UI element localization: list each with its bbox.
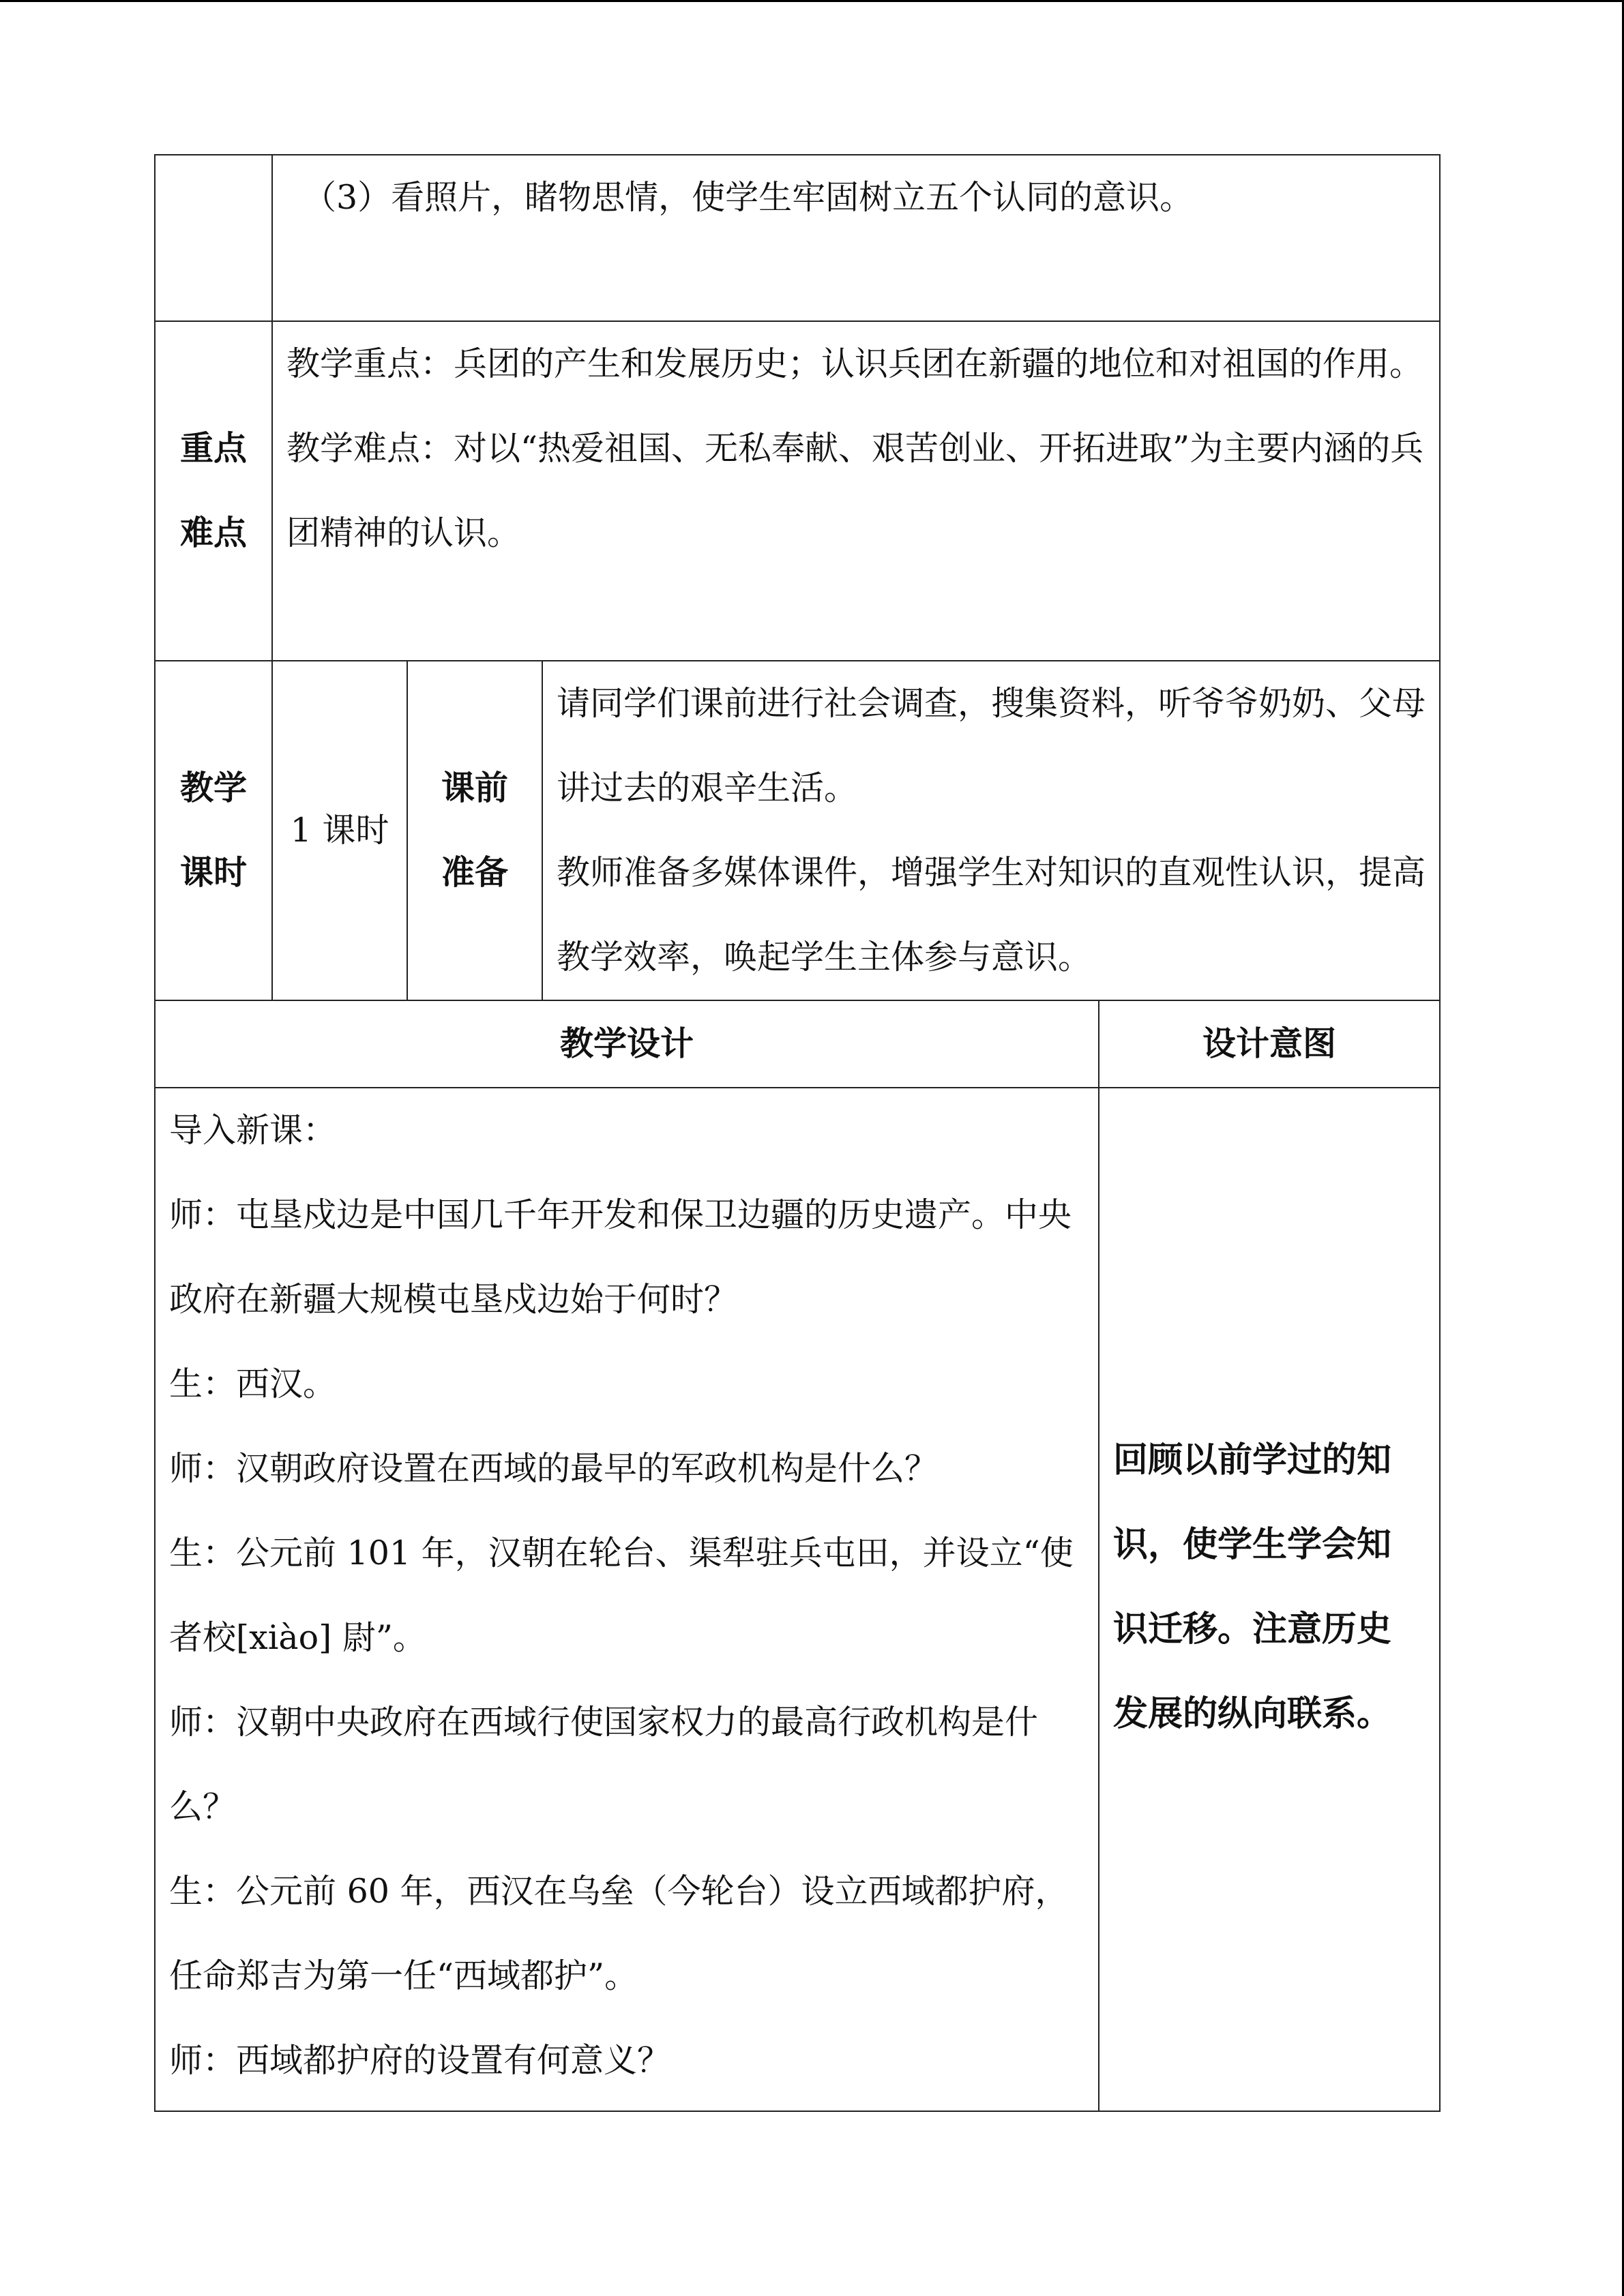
design-header: 教学设计 xyxy=(155,1000,1099,1088)
intent-header: 设计意图 xyxy=(1099,1000,1440,1088)
objective-item-3: （3）看照片，睹物思情，使学生牢固树立五个认同的意识。 xyxy=(303,178,1194,217)
design-line: 生：公元前 101 年，汉朝在轮台、渠犁驻兵屯田，并设立“使者校[xiào] 尉”。 xyxy=(169,1534,1074,1657)
preparation-student: 请同学们课前进行社会调查，搜集资料，听爷爷奶奶、父母讲过去的艰辛生活。 xyxy=(557,684,1426,807)
design-line: 师：西域都护府的设置有何意义？ xyxy=(169,2041,671,2080)
teaching-difficulty: 教学难点：对以“热爱祖国、无私奉献、艰苦创业、开拓进取”为主要内涵的兵团精神的认识。 xyxy=(286,429,1424,552)
key-points-label: 重点 难点 xyxy=(155,321,272,661)
preparation-cell xyxy=(542,661,1440,1000)
teaching-hours-label: 教学 课时 xyxy=(155,661,272,1000)
design-line: 导入新课： xyxy=(169,1111,337,1150)
design-line: 师：屯垦戍边是中国几千年开发和保卫边疆的历史遗产。中央政府在新疆大规模屯垦戍边始于何时？ xyxy=(169,1195,1072,1319)
page-frame-top xyxy=(0,0,1624,2)
document-page xyxy=(154,154,1439,2112)
design-header-row xyxy=(155,1000,1440,1088)
design-line: 生：西汉。 xyxy=(169,1365,337,1403)
lesson-plan-table xyxy=(154,154,1441,2112)
intent-cell xyxy=(1099,1088,1440,2111)
design-intent-text: 回顾以前学过的知识，使学生学会知识迁移。注意历史发展的纵向联系。 xyxy=(1113,1440,1392,1734)
key-points-cell xyxy=(272,321,1440,661)
key-points-row xyxy=(155,321,1440,661)
preparation-teacher: 教师准备多媒体课件，增强学生对知识的直观性认识，提高教学效率，唤起学生主体参与意识。 xyxy=(557,853,1426,976)
teaching-focus: 教学重点：兵团的产生和发展历史；认识兵团在新疆的地位和对祖国的作用。 xyxy=(286,344,1423,383)
schedule-row xyxy=(155,661,1440,1000)
objectives-label-cell xyxy=(155,155,272,321)
design-content-row xyxy=(155,1088,1440,2111)
objectives-row xyxy=(155,155,1440,321)
teaching-hours-value: 1 课时 xyxy=(272,661,407,1000)
design-line: 生：公元前 60 年，西汉在乌垒（今轮台）设立西域都护府，任命郑吉为第一任“西域都护”。 xyxy=(169,1872,1069,1995)
design-line: 师：汉朝政府设置在西域的最早的军政机构是什么？ xyxy=(169,1449,939,1488)
design-content-cell xyxy=(155,1088,1099,2111)
objectives-cell xyxy=(272,155,1440,321)
design-line: 师：汉朝中央政府在西域行使国家权力的最高行政机构是什么？ xyxy=(169,1703,1039,1826)
preparation-label: 课前 准备 xyxy=(407,661,542,1000)
